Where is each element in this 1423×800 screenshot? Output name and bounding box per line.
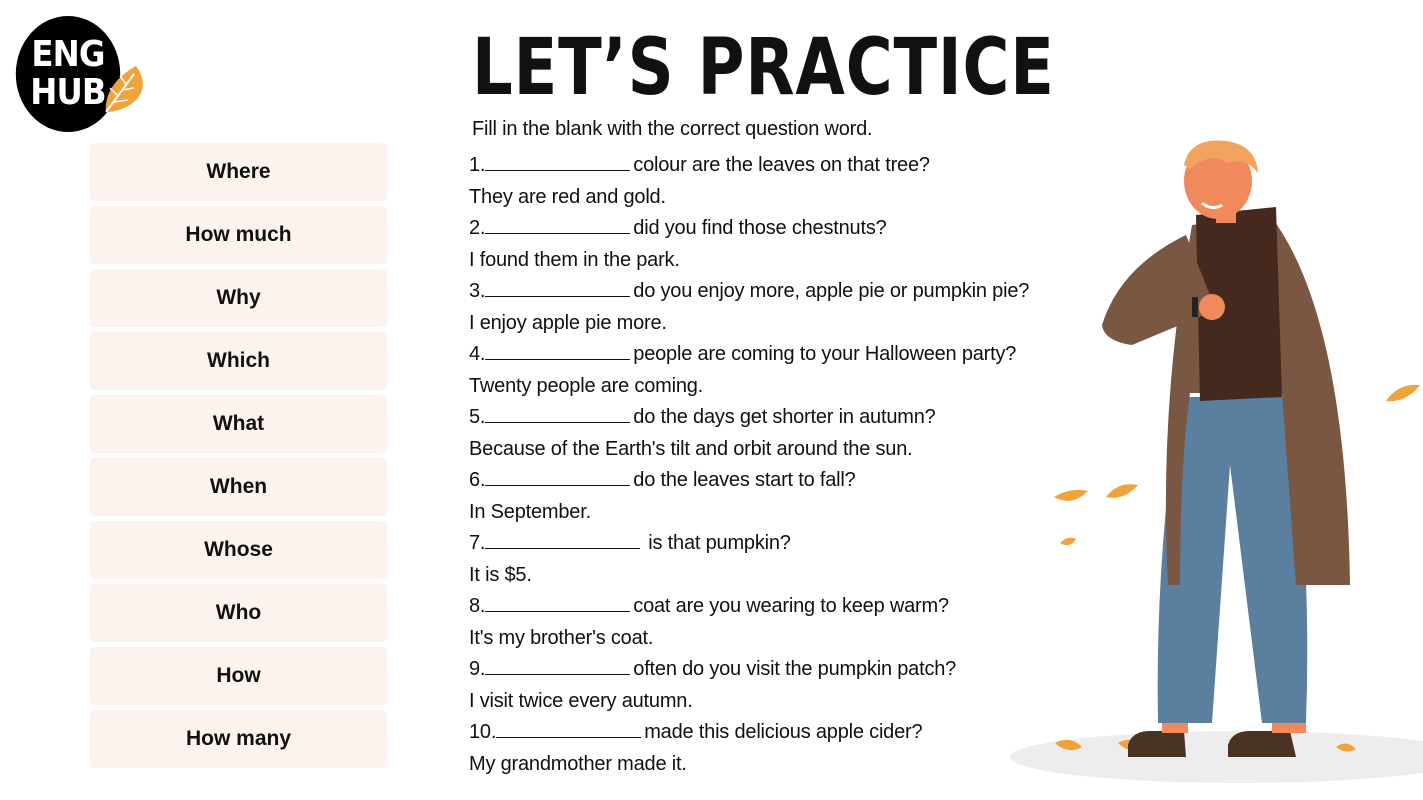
question-number: 10. bbox=[469, 721, 497, 743]
answer-blank[interactable] bbox=[485, 528, 640, 549]
ground-shadow bbox=[1010, 731, 1423, 783]
question-number: 8. bbox=[469, 595, 486, 617]
answer-line: It's my brother's coat. bbox=[469, 626, 654, 649]
word-card-how-much: How much bbox=[90, 206, 387, 264]
answer-line: It is $5. bbox=[469, 563, 532, 586]
question-text: do the days get shorter in autumn? bbox=[633, 406, 936, 428]
answer-line: My grandmother made it. bbox=[469, 752, 687, 775]
word-card-whose: Whose bbox=[90, 521, 387, 579]
left-shoe bbox=[1128, 731, 1186, 757]
question-line bbox=[469, 276, 1069, 308]
answer-blank[interactable] bbox=[485, 339, 630, 360]
answer-line: I visit twice every autumn. bbox=[469, 689, 693, 712]
answer-line: I enjoy apple pie more. bbox=[469, 311, 667, 334]
word-card-why: Why bbox=[90, 269, 387, 327]
question-text: made this delicious apple cider? bbox=[644, 721, 923, 743]
logo-line-eng: ENG bbox=[31, 34, 105, 75]
question-line bbox=[469, 150, 1069, 182]
logo-line-hub: HUB bbox=[30, 72, 106, 113]
question-text: is that pumpkin? bbox=[648, 532, 791, 554]
question-number: 2. bbox=[469, 217, 486, 239]
question-line bbox=[469, 339, 1069, 371]
question-list bbox=[469, 150, 1069, 780]
page-title: LET’S PRACTICE bbox=[472, 23, 1055, 113]
word-card-who: Who bbox=[90, 584, 387, 642]
answer-blank[interactable] bbox=[485, 591, 630, 612]
question-number: 1. bbox=[469, 154, 486, 176]
falling-leaf-icon bbox=[1386, 385, 1420, 401]
question-line bbox=[469, 465, 1069, 497]
instructions: Fill in the blank with the correct question word. bbox=[472, 118, 873, 140]
word-bank bbox=[90, 143, 387, 773]
answer-line: They are red and gold. bbox=[469, 185, 666, 208]
answer-line: In September. bbox=[469, 500, 591, 523]
answer-blank[interactable] bbox=[496, 717, 641, 738]
word-card-how: How bbox=[90, 647, 387, 705]
question-text: often do you visit the pumpkin patch? bbox=[633, 658, 957, 680]
question-line bbox=[469, 213, 1069, 245]
question-text: do you enjoy more, apple pie or pumpkin pie? bbox=[633, 280, 1030, 302]
falling-leaf-icon bbox=[1060, 538, 1076, 546]
answer-blank[interactable] bbox=[485, 465, 630, 486]
question-line bbox=[469, 654, 1069, 686]
answer-blank[interactable] bbox=[485, 213, 630, 234]
question-text: did you find those chestnuts? bbox=[633, 217, 887, 239]
question-number: 4. bbox=[469, 343, 486, 365]
word-card-where: Where bbox=[90, 143, 387, 201]
word-card-when: When bbox=[90, 458, 387, 516]
question-number: 9. bbox=[469, 658, 486, 680]
hand bbox=[1199, 294, 1225, 320]
answer-line: Twenty people are coming. bbox=[469, 374, 704, 397]
answer-blank[interactable] bbox=[485, 402, 630, 423]
question-line bbox=[469, 402, 1069, 434]
question-text: colour are the leaves on that tree? bbox=[633, 154, 930, 176]
question-line bbox=[469, 528, 1069, 560]
question-number: 6. bbox=[469, 469, 486, 491]
question-number: 5. bbox=[469, 406, 486, 428]
question-line bbox=[469, 717, 1069, 749]
autumn-man-illustration bbox=[1000, 135, 1423, 800]
answer-blank[interactable] bbox=[485, 150, 630, 171]
answer-blank[interactable] bbox=[485, 654, 630, 675]
leaf-icon bbox=[100, 62, 150, 116]
answer-line: Because of the Earth's tilt and orbit around the sun. bbox=[469, 437, 913, 460]
answer-blank[interactable] bbox=[485, 276, 630, 297]
question-text: do the leaves start to fall? bbox=[633, 469, 856, 491]
question-text: people are coming to your Halloween party? bbox=[633, 343, 1017, 365]
word-card-which: Which bbox=[90, 332, 387, 390]
falling-leaf-icon bbox=[1054, 490, 1088, 501]
question-number: 7. bbox=[469, 532, 486, 554]
watch bbox=[1192, 297, 1198, 317]
answer-line: I found them in the park. bbox=[469, 248, 680, 271]
question-number: 3. bbox=[469, 280, 486, 302]
right-shoe bbox=[1228, 731, 1296, 757]
falling-leaf-icon bbox=[1106, 484, 1138, 498]
question-text: coat are you wearing to keep warm? bbox=[633, 595, 949, 617]
question-line bbox=[469, 591, 1069, 623]
word-card-how-many: How many bbox=[90, 710, 387, 768]
word-card-what: What bbox=[90, 395, 387, 453]
